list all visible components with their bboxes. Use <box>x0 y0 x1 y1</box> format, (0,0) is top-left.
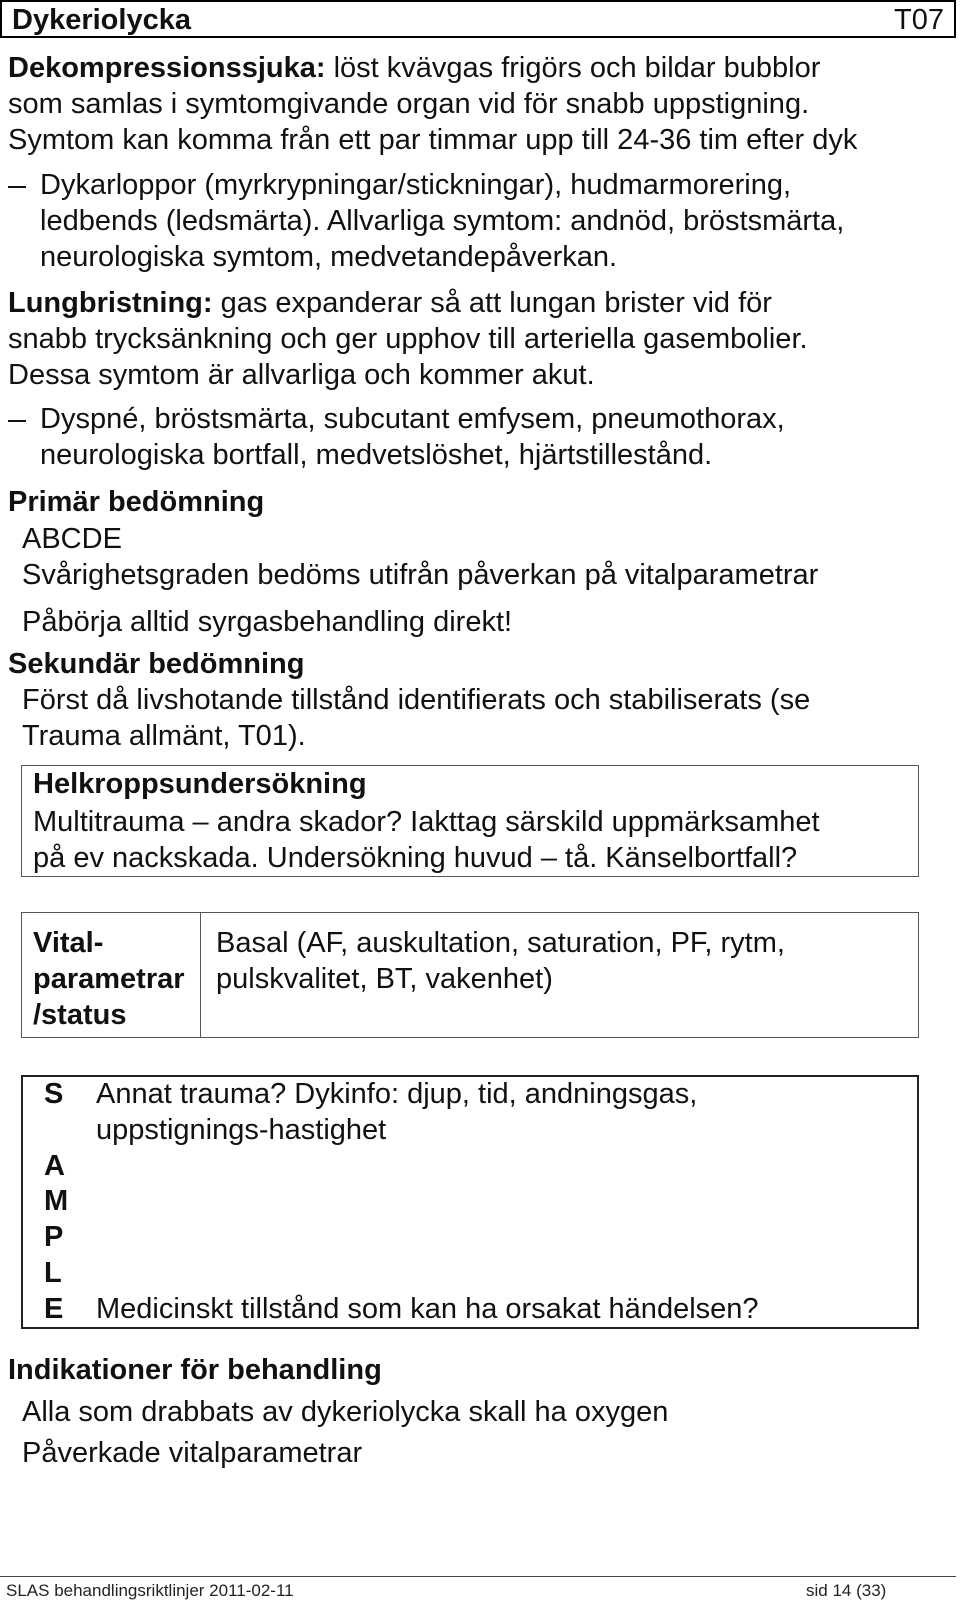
vitals-label-2: parametrar <box>33 963 185 995</box>
lung-term: Lungbristning: <box>8 287 213 319</box>
decompression-bullet-2: ledbends (ledsmärta). Allvarliga symtom: andnöd, bröstsmärta, <box>40 205 845 237</box>
vitals-text-1: Basal (AF, auskultation, saturation, PF, rytm, <box>216 927 785 959</box>
secondary-line-1: Först då livshotande tillstånd identifierats och stabiliserats (se <box>22 684 811 716</box>
lung-bullet-1: Dyspné, bröstsmärta, subcutant emfysem, pneumothorax, <box>40 403 785 435</box>
lung-text: gas expanderar så att lungan brister vid för <box>212 287 772 319</box>
vitals-label-3: /status <box>33 999 127 1031</box>
primary-heading: Primär bedömning <box>8 486 265 518</box>
decompression-line-3: Symtom kan komma från ett par timmar upp till 24-36 tim efter dyk <box>8 124 858 156</box>
decompression-text: löst kvävgas frigörs och bildar bubblor <box>325 52 821 84</box>
vitals-text-2: pulskvalitet, BT, vakenhet) <box>216 963 553 995</box>
indications-heading: Indikationer för behandling <box>8 1354 382 1386</box>
secondary-heading: Sekundär bedömning <box>8 648 305 680</box>
sample-letter-e: E <box>44 1293 64 1325</box>
guideline-code: T07 <box>894 4 944 36</box>
bullet-dash <box>8 420 26 422</box>
lung-line-2: snabb trycksänkning och ger upphov till arteriella gasembolier. <box>8 323 808 355</box>
sample-letter-p: P <box>44 1221 64 1253</box>
sample-e-line: Medicinskt tillstånd som kan ha orsakat händelsen? <box>96 1293 759 1325</box>
footer-source: SLAS behandlingsriktlinjer 2011-02-11 <box>6 1581 294 1600</box>
secondary-line-2: Trauma allmänt, T01). <box>22 720 306 752</box>
primary-line-2: Svårighetsgraden bedöms utifrån påverkan på vitalparametrar <box>22 559 819 591</box>
sample-letter-a: A <box>44 1150 65 1182</box>
bullet-dash <box>8 186 26 188</box>
body-exam-line-1: Multitrauma – andra skador? Iakttag särskild uppmärksamhet <box>33 806 820 838</box>
body-exam-heading: Helkroppsundersökning <box>33 768 367 800</box>
decompression-term: Dekompressionssjuka: <box>8 52 326 84</box>
lung-bullet-2: neurologiska bortfall, medvetslöshet, hjärtstillestånd. <box>40 439 713 471</box>
vitals-label-1: Vital- <box>33 927 104 959</box>
primary-line-3: Påbörja alltid syrgasbehandling direkt! <box>22 606 513 638</box>
lung-line-3: Dessa symtom är allvarliga och kommer akut. <box>8 359 595 391</box>
sample-s-line-1: Annat trauma? Dykinfo: djup, tid, andningsgas, <box>96 1078 698 1110</box>
footer-rule <box>0 1576 956 1577</box>
decompression-bullet-1: Dykarloppor (myrkrypningar/stickningar), hudmarmorering, <box>40 169 792 201</box>
decompression-bullet-3: neurologiska symtom, medvetandepåverkan. <box>40 241 618 273</box>
vitals-divider <box>200 912 201 1038</box>
sample-letter-m: M <box>44 1185 69 1217</box>
lung-line-1 <box>8 285 772 321</box>
indications-line-1: Alla som drabbats av dykeriolycka skall ha oxygen <box>22 1396 669 1428</box>
decompression-line-2: som samlas i symtomgivande organ vid för snabb uppstigning. <box>8 88 810 120</box>
decompression-line-1 <box>8 50 820 86</box>
sample-letter-s: S <box>44 1078 64 1110</box>
sample-letter-l: L <box>44 1257 62 1289</box>
primary-line-1: ABCDE <box>22 523 122 555</box>
body-exam-line-2: på ev nackskada. Undersökning huvud – tå. Känselbortfall? <box>33 842 798 874</box>
indications-line-2: Påverkade vitalparametrar <box>22 1437 363 1469</box>
footer-page-number: sid 14 (33) <box>806 1581 887 1600</box>
page-header <box>0 0 956 38</box>
page-title: Dykeriolycka <box>12 4 191 36</box>
sample-s-line-2: uppstignings-hastighet <box>96 1114 387 1146</box>
